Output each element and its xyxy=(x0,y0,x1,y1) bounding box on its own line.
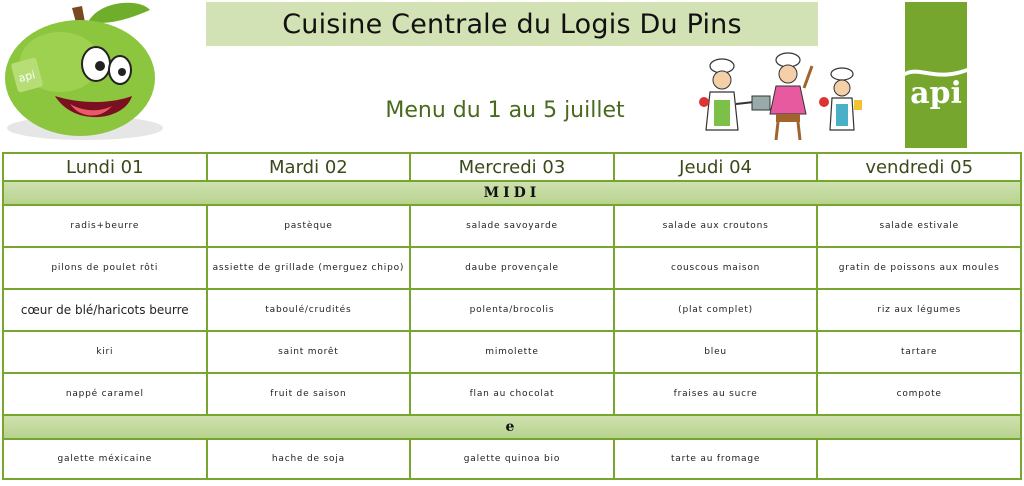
menu-cell: nappé caramel xyxy=(3,373,207,415)
menu-cell: assiette de grillade (merguez chipo) xyxy=(207,247,411,289)
day-header: vendredi 05 xyxy=(817,153,1021,181)
cartoon-apple-icon xyxy=(0,0,170,145)
menu-cell: compote xyxy=(817,373,1021,415)
menu-cell: pilons de poulet rôti xyxy=(3,247,207,289)
menu-row xyxy=(3,373,1021,415)
section-label: e xyxy=(3,415,1021,439)
section-row-second xyxy=(3,415,1021,439)
menu-cell: kiri xyxy=(3,331,207,373)
menu-row xyxy=(3,439,1021,479)
menu-cell: fraises au sucre xyxy=(614,373,818,415)
menu-cell: saint morêt xyxy=(207,331,411,373)
days-header-row xyxy=(3,153,1021,181)
menu-cell: riz aux légumes xyxy=(817,289,1021,331)
menu-row xyxy=(3,247,1021,289)
menu-cell xyxy=(817,439,1021,479)
menu-cell: pastèque xyxy=(207,205,411,247)
day-header: Jeudi 04 xyxy=(614,153,818,181)
menu-cell: bleu xyxy=(614,331,818,373)
menu-cell: fruit de saison xyxy=(207,373,411,415)
menu-cell: taboulé/crudités xyxy=(207,289,411,331)
menu-cell: salade savoyarde xyxy=(410,205,614,247)
menu-subtitle: Menu du 1 au 5 juillet xyxy=(385,98,625,123)
title-banner xyxy=(206,2,818,46)
menu-cell: cœur de blé/haricots beurre xyxy=(3,289,207,331)
apple-badge-text: api xyxy=(17,68,37,86)
day-header: Mercredi 03 xyxy=(410,153,614,181)
section-label: MIDI xyxy=(3,181,1021,205)
menu-cell: tartare xyxy=(817,331,1021,373)
page-title: Cuisine Centrale du Logis Du Pins xyxy=(282,8,742,40)
api-logo xyxy=(905,2,967,148)
menu-cell: tarte au fromage xyxy=(614,439,818,479)
day-header: Mardi 02 xyxy=(207,153,411,181)
menu-cell: galette méxicaine xyxy=(3,439,207,479)
logo-text: api xyxy=(910,76,962,111)
menu-cell: galette quinoa bio xyxy=(410,439,614,479)
menu-cell: hache de soja xyxy=(207,439,411,479)
menu-cell: salade aux croutons xyxy=(614,205,818,247)
menu-cell: mimolette xyxy=(410,331,614,373)
menu-row xyxy=(3,205,1021,247)
menu-cell: radis+beurre xyxy=(3,205,207,247)
menu-cell: polenta/brocolis xyxy=(410,289,614,331)
section-row-midi xyxy=(3,181,1021,205)
menu-cell: daube provençale xyxy=(410,247,614,289)
kids-chefs-icon xyxy=(696,52,866,144)
menu-cell: couscous maison xyxy=(614,247,818,289)
menu-header xyxy=(0,0,1024,152)
menu-row xyxy=(3,331,1021,373)
menu-cell: gratin de poissons aux moules xyxy=(817,247,1021,289)
day-header: Lundi 01 xyxy=(3,153,207,181)
menu-row xyxy=(3,289,1021,331)
menu-cell: (plat complet) xyxy=(614,289,818,331)
menu-table xyxy=(2,152,1022,484)
menu-cell: flan au chocolat xyxy=(410,373,614,415)
menu-cell: salade estivale xyxy=(817,205,1021,247)
